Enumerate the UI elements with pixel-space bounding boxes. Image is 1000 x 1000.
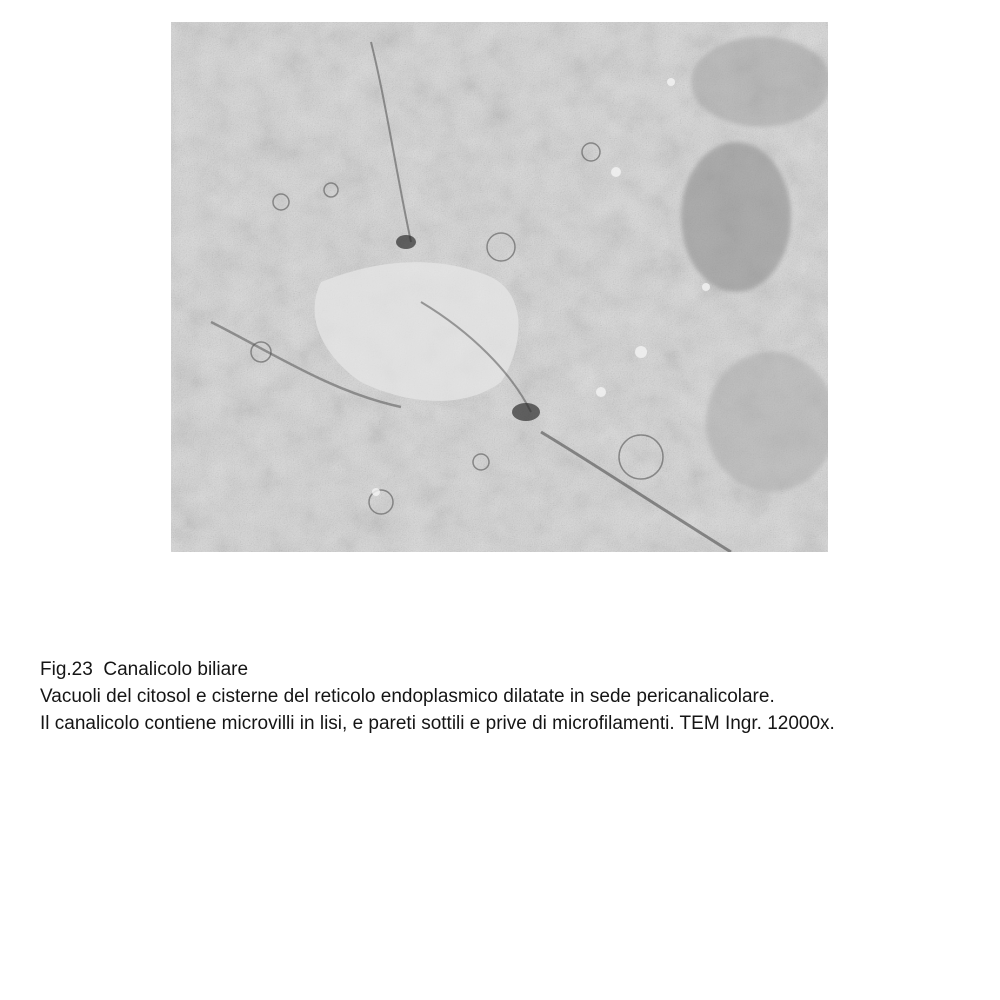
- figure-label: Fig.23: [40, 659, 93, 680]
- caption-line-2: Il canalicolo contiene microvilli in lisi, e pareti sottili e prive di microfilamenti. TEM Ingr. 12000x.: [40, 713, 835, 734]
- caption-title-line: [40, 656, 990, 683]
- figure-title: Canalicolo biliare: [103, 659, 249, 680]
- figure-caption: [40, 656, 990, 737]
- micrograph-image: [171, 22, 828, 552]
- caption-line-1: Vacuoli del citosol e cisterne del reticolo endoplasmico dilatate in sede pericanalicolare.: [40, 686, 775, 707]
